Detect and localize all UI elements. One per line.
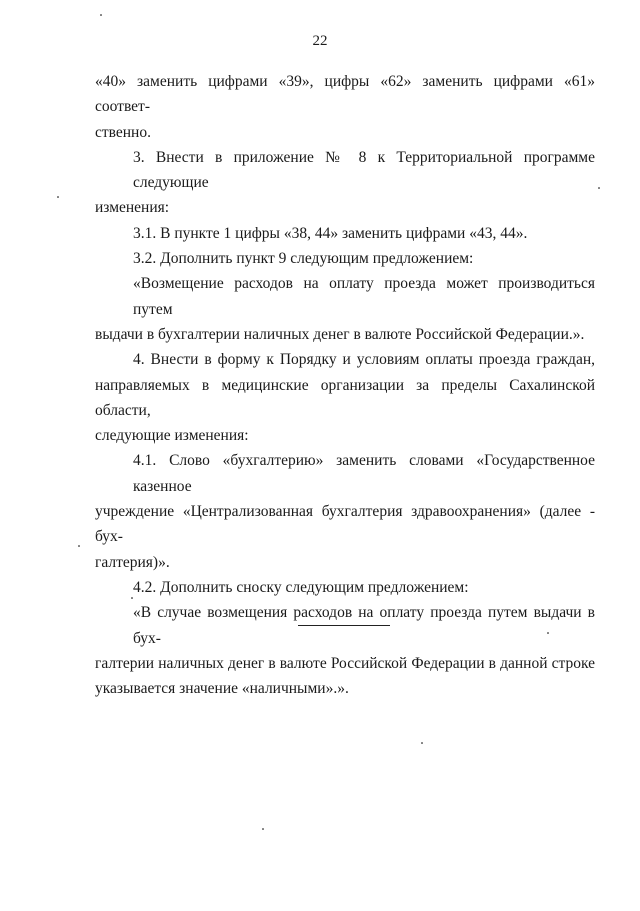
scan-speck [78,545,80,547]
text-line: 3.1. В пункте 1 цифры «38, 44» заменить цифрами «43, 44». [133,224,528,242]
text-line: изменения: [95,199,170,217]
scan-speck [262,828,264,830]
document-body [95,69,595,701]
scan-speck [421,742,423,744]
end-divider-line [298,625,390,626]
scan-speck [547,632,549,634]
scan-speck [57,196,59,198]
text-line: «40» заменить цифрами «39», цифры «62» заменить цифрами «61» соответ- [95,73,595,116]
text-line: 4.1. Слово «бухгалтерию» заменить словами «Государственное казенное [133,452,595,495]
text-line: 3. Внести в приложение № 8 к Территориальной программе следующие [133,148,595,192]
text-line: «В случае возмещения расходов на оплату проезда путем выдачи в бух- [133,604,595,647]
text-line: направляемых в медицинские организации за пределы Сахалинской области, [95,376,595,419]
scan-speck [131,597,133,599]
page-number: 22 [312,33,328,49]
text-line: 4. Внести в форму к Порядку и условиям оплаты проезда граждан, [133,351,595,369]
text-line: следующие изменения: [95,427,249,445]
text-line: галтерии наличных денег в валюте Российской Федерации в данной строке [95,654,595,672]
text-line: выдачи в бухгалтерии наличных денег в валюте Российской Федерации.». [95,325,585,343]
scan-speck [100,14,102,16]
text-line: галтерия)». [95,553,170,571]
text-line: учреждение «Централизованная бухгалтерия здравоохранения» (далее - бух- [95,503,595,546]
text-line: «Возмещение расходов на оплату проезда может производиться путем [133,275,595,318]
text-line: ственно. [95,123,151,141]
text-line: указывается значение «наличными».». [95,680,349,698]
text-line: 4.2. Дополнить сноску следующим предложением: [133,578,469,596]
text-line: 3.2. Дополнить пункт 9 следующим предложением: [133,250,474,268]
scan-speck [598,187,600,189]
